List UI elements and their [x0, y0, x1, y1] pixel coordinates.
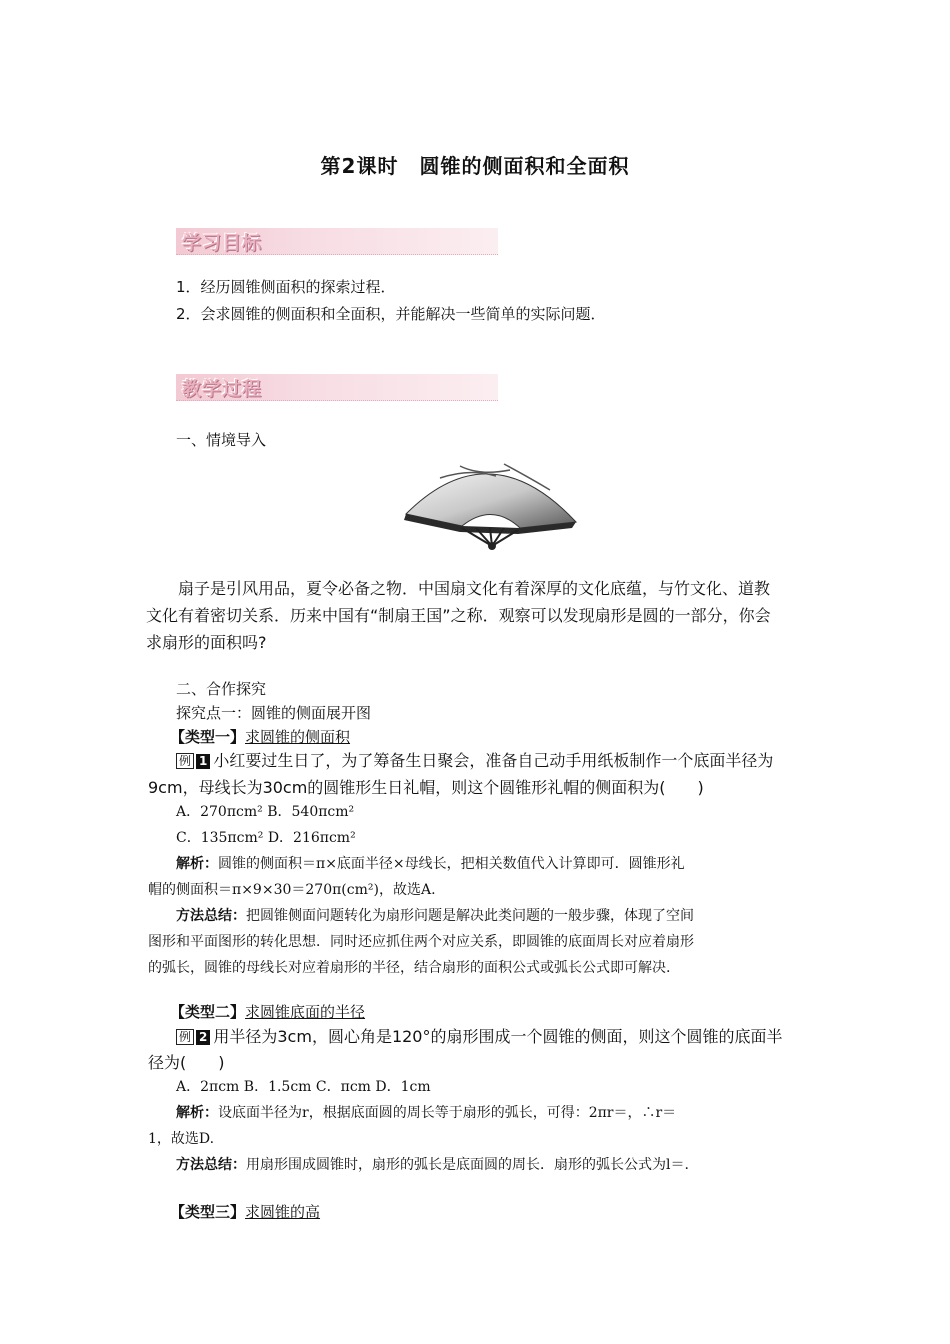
- example1-method: [176, 905, 694, 925]
- page-title: 第2课时 圆锥的侧面积和全面积: [320, 154, 630, 178]
- example2-line: 径为( ): [148, 1053, 225, 1072]
- type1-title: 求圆锥的侧面积: [245, 728, 351, 746]
- intro-line: 文化有着密切关系．历来中国有“制扇王国”之称．观察可以发现扇形是圆的一部分，你会: [146, 606, 771, 625]
- goal-item: 2．会求圆锥的侧面积和全面积，并能解决一些简单的实际问题．: [176, 305, 606, 323]
- example1-options: C．135πcm² D．216πcm²: [176, 830, 356, 846]
- intro-line: 求扇形的面积吗?: [146, 633, 267, 652]
- type3-bracket: 【类型三】: [170, 1203, 246, 1221]
- example2-method: [176, 1154, 689, 1174]
- type3-title: 求圆锥的高: [245, 1203, 321, 1221]
- example-tag: 例: [176, 753, 194, 769]
- example1-analysis: [176, 853, 685, 873]
- example-number: 2: [196, 1030, 210, 1045]
- example1-method: 的弧长，圆锥的母线长对应着扇形的半径，结合扇形的面积公式或弧长公式即可解决.: [148, 960, 671, 976]
- explore-heading: 二、合作探究: [176, 680, 267, 698]
- goals-banner: [176, 228, 498, 255]
- type3-heading: [170, 1201, 320, 1222]
- analysis-label: 解析：: [176, 856, 218, 872]
- example1-line: 9cm，母线长为30cm的圆锥形生日礼帽，则这个圆锥形礼帽的侧面积为( ): [148, 778, 704, 797]
- intro-heading: 一、情境导入: [176, 431, 267, 449]
- example-number: 1: [196, 754, 210, 769]
- example1-line: [176, 748, 773, 771]
- example1-text: 小红要过生日了，为了筹备生日聚会，准备自己动手用纸板制作一个底面半径为: [213, 751, 774, 770]
- analysis-label: 解析：: [176, 1105, 218, 1121]
- example2-analysis: 1，故选D.: [148, 1131, 215, 1147]
- method-text: 用扇形围成圆锥时，扇形的弧长是底面圆的周长．扇形的弧长公式为l＝.: [246, 1157, 689, 1173]
- analysis-text: 圆锥的侧面积＝π×底面半径×母线长，把相关数值代入计算即可．圆锥形礼: [218, 856, 685, 872]
- method-label: 方法总结：: [176, 908, 246, 924]
- example2-analysis: [176, 1102, 676, 1122]
- type1-heading: [170, 726, 350, 747]
- type2-bracket: 【类型二】: [170, 1003, 246, 1021]
- type2-title: 求圆锥底面的半径: [245, 1003, 366, 1021]
- example-tag: 例: [176, 1029, 194, 1045]
- analysis-text: 设底面半径为r，根据底面圆的周长等于扇形的弧长，可得：2πr＝，∴r＝: [218, 1105, 677, 1121]
- intro-paragraph: [146, 575, 808, 656]
- folding-fan-image: [400, 448, 580, 552]
- example1-analysis: 帽的侧面积＝π×9×30＝270π(cm²)，故选A.: [148, 882, 436, 898]
- type2-heading: [170, 1001, 365, 1022]
- process-banner-label: 教学过程: [182, 378, 263, 400]
- method-text: 把圆锥侧面问题转化为扇形问题是解决此类问题的一般步骤，体现了空间: [246, 908, 694, 924]
- example1-method: 图形和平面图形的转化思想．同时还应抓住两个对应关系，即圆锥的底面周长对应着扇形: [148, 934, 694, 950]
- example2-text: 用半径为3cm，圆心角是120°的扇形围成一个圆锥的侧面，则这个圆锥的底面半: [213, 1027, 783, 1046]
- method-label: 方法总结：: [176, 1157, 246, 1173]
- type1-bracket: 【类型一】: [170, 728, 246, 746]
- intro-line: 扇子是引风用品，夏令必备之物．中国扇文化有着深厚的文化底蕴，与竹文化、道教: [178, 579, 771, 598]
- example2-options: A．2πcm B．1.5cm C．πcm D．1cm: [176, 1079, 431, 1095]
- example2-line: [176, 1024, 782, 1047]
- example1-options: A．270πcm² B．540πcm²: [176, 804, 355, 820]
- goals-banner-label: 学习目标: [182, 232, 263, 254]
- goal-item: 1．经历圆锥侧面积的探索过程．: [176, 278, 396, 296]
- explore-point: 探究点一：圆锥的侧面展开图: [176, 704, 372, 722]
- process-banner: [176, 374, 498, 401]
